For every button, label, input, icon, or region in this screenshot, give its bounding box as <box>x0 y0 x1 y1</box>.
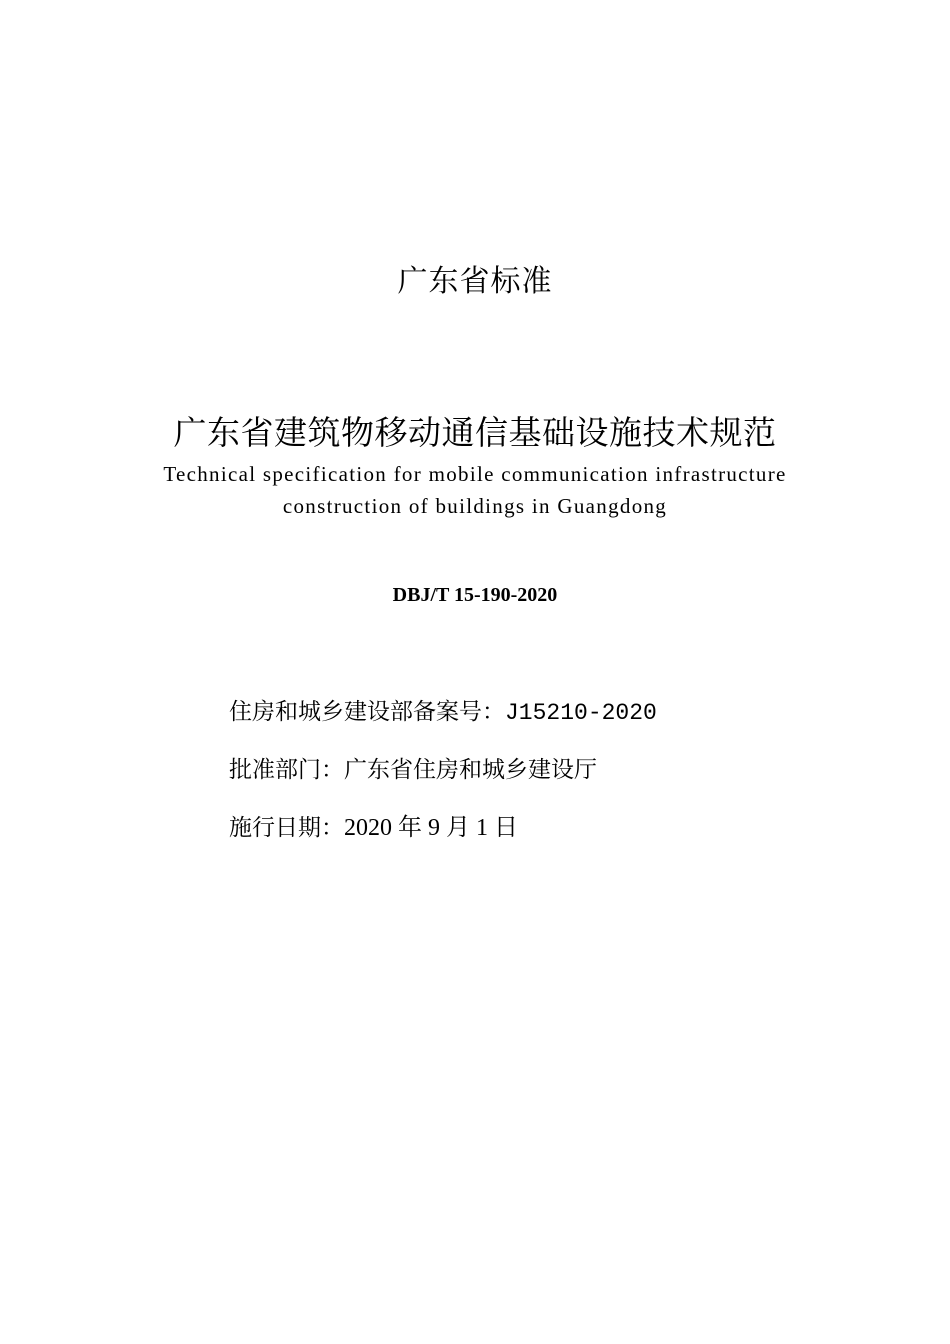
approval-department-label: 批准部门： <box>229 757 344 783</box>
english-title-line-2: construction of buildings in Guangdong <box>282 494 668 518</box>
record-number-value: J15210-2020 <box>505 700 657 726</box>
effective-date-value: 2020 年 9 月 1 日 <box>344 815 518 841</box>
standard-code: DBJ/T 15-190-2020 <box>392 584 558 606</box>
effective-date-line <box>229 812 518 844</box>
record-number-line <box>229 696 657 729</box>
chinese-title: 广东省建筑物移动通信基础设施技术规范 <box>173 413 777 452</box>
english-title-line-1: Technical specification for mobile communication infrastructure <box>163 462 787 486</box>
approval-department-line <box>229 754 597 786</box>
effective-date-label: 施行日期： <box>229 815 344 841</box>
record-number-label: 住房和城乡建设部备案号： <box>229 699 505 725</box>
approval-department-value: 广东省住房和城乡建设厅 <box>344 757 597 783</box>
standard-level-heading: 广东省标准 <box>397 264 553 299</box>
